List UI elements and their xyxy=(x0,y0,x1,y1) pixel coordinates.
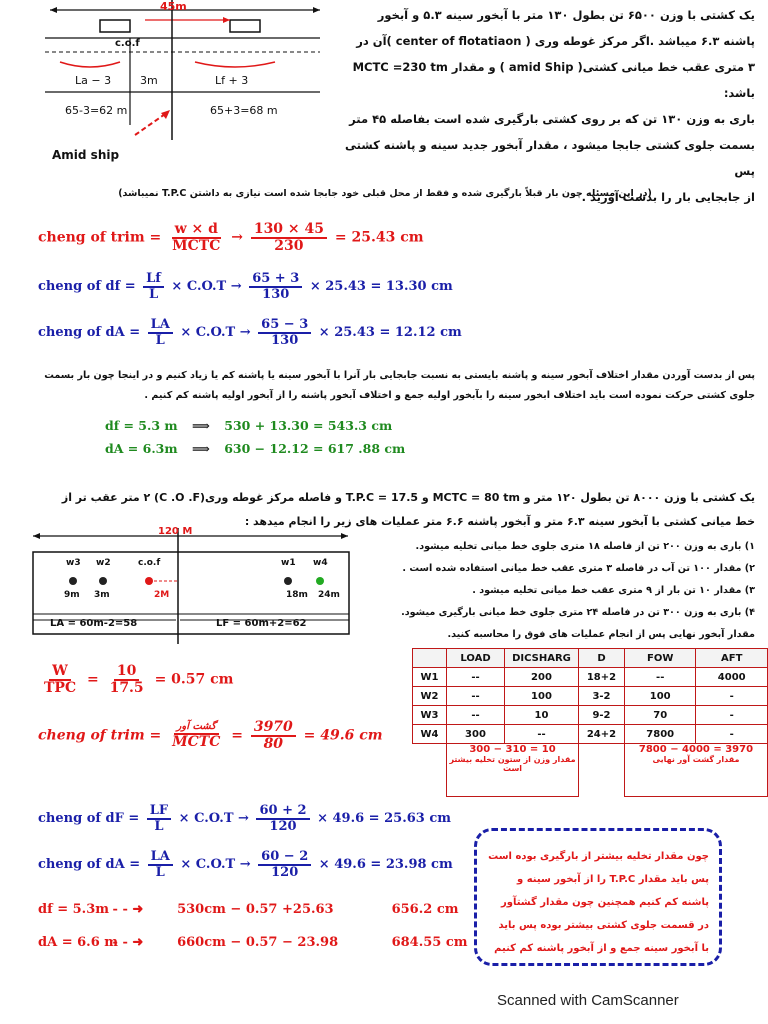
note-line: با آبخور سینه جمع و از آبخور پاشنه کم کنیم xyxy=(494,943,709,954)
eq-mid: × C.O.T → xyxy=(180,325,251,341)
scanner-watermark: Scanned with CamScanner xyxy=(497,992,679,1009)
eq-den: MCTC xyxy=(172,237,221,254)
problem2-line: یک کشتی با وزن ۸۰۰۰ تن بطول ۱۲۰ متر و MCTC = 80 tm و T.P.C = 17.5 و فاصله مرکز غوطه وری(C .O .F) ۲ متر عقب تر از xyxy=(61,491,755,504)
eq-den2: 130 xyxy=(271,332,299,348)
eq-mid: × C.O.T → xyxy=(180,857,251,873)
table-cell: W3 xyxy=(413,706,447,725)
cof-label: c.o.f xyxy=(138,558,161,568)
dashed-arrow-icon: - - ➜ xyxy=(112,902,144,917)
problem1-line: یک کشتی با وزن ۶۵۰۰ تن بطول ۱۳۰ متر با آبخور سینه ۵.۳ و آبخور xyxy=(377,8,755,22)
eq-den: L xyxy=(155,332,165,348)
lf-label: Lf + 3 xyxy=(215,74,249,87)
explanation-line: پس از بدست آوردن مقدار اختلاف آبخور سینه و پاشنه بایستی به نسبت جابجایی بار آنرا با آبخور سینه یا پاشنه کم یا زیاد کنیم و در اینجا چون بار بسمت xyxy=(44,370,755,381)
final-result: 684.55 cm xyxy=(391,935,468,950)
table-header-cell: D xyxy=(579,649,625,668)
eq-num: گشت آور xyxy=(174,722,219,735)
table-header-cell: LOAD xyxy=(447,649,505,668)
summary-right-cell xyxy=(624,744,767,797)
w1-distance: 18m xyxy=(286,590,308,600)
table-cell: - xyxy=(696,706,768,725)
table-cell: 24+2 xyxy=(579,725,625,744)
w2-label: w2 xyxy=(96,558,111,568)
problem1-diagram xyxy=(30,0,330,170)
operation-item: ۲) مقدار ۱۰۰ تن آب در فاصله ۳ متری عقب خط میانی استفاده شده است . xyxy=(402,563,755,574)
table-header-cell: DICSHARG xyxy=(504,649,578,668)
p1-trim-equation: cheng of trim = $\frac{w \times d}{\text{MCTC}}$ → $\frac{130 \times 45}{230}$ = 25.43 cm xyxy=(38,221,424,254)
table-cell: 7800 xyxy=(624,725,696,744)
table-cell: 70 xyxy=(624,706,696,725)
eq-den: TPC xyxy=(44,679,77,696)
final-value: 530cm − 0.57 +25.63 xyxy=(177,902,334,917)
eq-den2: 80 xyxy=(263,735,284,752)
cof-distance: 2M xyxy=(154,590,170,600)
problem1-statement xyxy=(335,2,755,210)
final-value: 630 − 12.12 = 617 .88 cm xyxy=(224,441,406,456)
eq-num2: 65 + 3 xyxy=(249,272,302,288)
w3-label: w3 xyxy=(66,558,81,568)
w1-label: w1 xyxy=(281,558,296,568)
note-line: پاشنه کم کنیم همچنین چون مقدار گشتآور xyxy=(500,897,709,908)
table-header-cell xyxy=(413,649,447,668)
final-label: dA = 6.3m xyxy=(105,441,178,456)
eq-lhs: cheng of dA = xyxy=(38,857,141,873)
explanation-note-box xyxy=(474,828,722,966)
eq-den: MCTC xyxy=(172,733,221,750)
eq-lhs: cheng of dF = xyxy=(38,811,140,827)
problem1-line: باری به وزن ۱۳۰ تن که بر روی کشتی بارگیری شده است بفاصله ۴۵ متر xyxy=(349,112,755,126)
note-line: چون مقدار تخلیه بیشتر از بارگیری بوده است xyxy=(488,851,709,862)
problem1-line: پاشنه ۶.۳ میباشد .اگر مرکز غوطه وری ( center of flotatiaon )آن در xyxy=(356,34,755,48)
right-calc: 65+3=68 m xyxy=(210,104,278,117)
final-label: df = 5.3m xyxy=(38,902,109,917)
table-summary-row xyxy=(413,744,768,797)
operations-table xyxy=(412,648,768,797)
eq-num: W xyxy=(49,664,71,681)
table-cell: W1 xyxy=(413,668,447,687)
eq-result: = 49.6 cm xyxy=(303,727,383,744)
table-cell: -- xyxy=(447,706,505,725)
table-row xyxy=(413,706,768,725)
eq-den: L xyxy=(154,818,164,834)
p2-final-df xyxy=(38,902,459,917)
eq-result: = 0.57 cm xyxy=(154,671,234,688)
summary-left: 300 − 310 = 10 xyxy=(469,744,556,755)
table-row xyxy=(413,725,768,744)
eq-lhs: cheng of df = xyxy=(38,279,136,295)
summary-left-note: مقدار وزن از ستون تخلیه بیشتر است xyxy=(449,755,576,773)
table-header-row xyxy=(413,649,768,668)
final-value: 530 + 13.30 = 543.3 cm xyxy=(224,418,393,433)
p2-trim-equation: cheng of trim = $\frac{\text{گشت آور}}{\text{MCTC}}$ = $\frac{3970}{80}$ = 49.6 cm xyxy=(38,719,383,752)
final-label: df = 5.3 m xyxy=(105,418,178,433)
problem1-explanation xyxy=(30,366,755,406)
p2-df-equation xyxy=(38,804,451,833)
note-line: در قسمت جلوی کشتی بیشتر بوده پس باید xyxy=(498,920,709,931)
w3-distance: 9m xyxy=(64,590,80,600)
table-cell: W2 xyxy=(413,687,447,706)
final-value: 660cm − 0.57 − 23.98 xyxy=(177,935,339,950)
table-cell: 300 xyxy=(447,725,505,744)
w2-distance: 3m xyxy=(94,590,110,600)
eq-den2: 17.5 xyxy=(109,679,144,696)
table-cell: - xyxy=(696,725,768,744)
la-label: LA = 60m-2=58 xyxy=(50,618,138,629)
table-cell: -- xyxy=(447,668,505,687)
explanation-line: جلوی کشتی حرکت نموده است باید اختلاف ابخور سینه را بآبخور اولیه جمع و اختلاف آبخور پاشنه را از آبخور اولیه پاشنه کم کنیم . xyxy=(144,390,755,401)
note-line: پس باید مقدار T.P.C را از آبخور سینه و xyxy=(517,874,709,885)
final-label: dA = 6.6 m xyxy=(38,935,119,950)
table-cell: 9-2 xyxy=(579,706,625,725)
problem1-note: (در این مسئله چون بار قبلاً بارگیری شده و فقط از محل قبلی خود جابجا شده است نیازی به داشتن T.P.C نمیباشد) xyxy=(118,188,652,199)
eq-num: LA xyxy=(148,850,173,866)
problem2-diagram xyxy=(28,526,358,646)
table-cell: 3-2 xyxy=(579,687,625,706)
eq-num2: 65 − 3 xyxy=(258,318,311,334)
gap-label: 3m xyxy=(140,74,158,87)
operation-item: مقدار آبخور نهایی پس از انجام عملیات های فوق را محاسبه کنید. xyxy=(447,629,755,640)
table-cell: -- xyxy=(447,687,505,706)
table-row xyxy=(413,687,768,706)
table-cell: -- xyxy=(504,725,578,744)
table-row xyxy=(413,668,768,687)
eq-den2: 130 xyxy=(262,286,290,302)
eq-num2: 3970 xyxy=(251,720,296,737)
summary-right-note: مقدار گشت آور نهایی xyxy=(652,755,740,764)
eq-mid: × C.O.T → xyxy=(171,279,242,295)
eq-den2: 120 xyxy=(271,864,299,880)
eq-result: × 25.43 = 12.12 cm xyxy=(318,325,462,341)
eq-num: Lf xyxy=(143,272,164,288)
eq-den: L xyxy=(148,286,159,302)
w4-label: w4 xyxy=(313,558,328,568)
eq-result: × 25.43 = 13.30 cm xyxy=(309,279,453,295)
eq-num2: 130 × 45 xyxy=(251,222,327,239)
eq-num2: 10 xyxy=(114,664,139,681)
eq-result: × 49.6 = 25.63 cm xyxy=(317,811,452,827)
problem1-line: ۳ متری عقب خط میانی کشتی( amid Ship ) و مقدار MCTC =230 tm باشد: xyxy=(352,60,755,100)
lf-label: LF = 60m+2=62 xyxy=(216,618,307,629)
final-result: 656.2 cm xyxy=(391,902,459,917)
operation-item: ۳) مقدار ۱۰ تن بار از ۹ متری عقب خط میانی تخلیه میشود . xyxy=(472,585,755,596)
operation-item: ۱) باری به وزن ۲۰۰ تن از فاصله ۱۸ متری جلوی خط میانی تخلیه میشود. xyxy=(415,541,755,552)
eq-lhs: cheng of trim = xyxy=(38,229,162,246)
eq-lhs: cheng of dA = xyxy=(38,325,141,341)
p1-df-equation xyxy=(38,272,453,301)
p2-tpc-equation: $\frac{W}{\text{TPC}}$ = $\frac{10}{17.5}$ = 0.57 cm xyxy=(38,664,233,695)
eq-den2: 230 xyxy=(274,237,304,254)
operation-item: ۴) باری به وزن ۳۰۰ تن در فاصله ۲۴ متری جلوی خط میانی بارگیری میشود. xyxy=(401,607,755,618)
length-label: 120 M xyxy=(158,526,193,537)
left-calc: 65-3=62 m xyxy=(65,104,128,117)
cof-label: c.o.f xyxy=(115,38,140,49)
problem2-line: خط میانی کشتی با آبخور سینه ۶.۳ متر و آبخور پاشنه ۶.۶ متر عملیات های زیر را انجام میدهد : xyxy=(244,515,755,528)
distance-label: 45m xyxy=(160,0,187,13)
summary-right: 7800 − 4000 = 3970 xyxy=(638,744,754,755)
eq-num2: 60 + 2 xyxy=(256,804,309,820)
eq-den: L xyxy=(155,864,165,880)
eq-mid: × C.O.T → xyxy=(178,811,249,827)
problem1-line: از جابجایی بار را بدست آورید . xyxy=(581,190,755,204)
eq-den2: 120 xyxy=(269,818,297,834)
table-cell: 10 xyxy=(504,706,578,725)
table-header-cell: FOW xyxy=(624,649,696,668)
table-cell: 200 xyxy=(504,668,578,687)
summary-left-cell xyxy=(447,744,579,797)
p1-final-df xyxy=(105,418,392,433)
table-cell: - xyxy=(696,687,768,706)
double-arrow-icon: ⟹ xyxy=(191,441,210,456)
eq-num: w × d xyxy=(172,222,221,239)
eq-result: × 49.6 = 23.98 cm xyxy=(318,857,453,873)
eq-num2: 60 − 2 xyxy=(258,850,311,866)
table-header-cell: AFT xyxy=(696,649,768,668)
eq-result: = 25.43 cm xyxy=(334,229,424,246)
table-cell: 100 xyxy=(624,687,696,706)
problem2-operations xyxy=(365,536,755,646)
eq-num: LA xyxy=(148,318,173,334)
dashed-arrow-icon: - - ➜ xyxy=(112,935,144,950)
problem1-line: بسمت جلوی کشتی جابجا میشود ، مقدار آبخور جدید سینه و پاشنه کشتی پس xyxy=(345,138,755,178)
table-cell: 18+2 xyxy=(579,668,625,687)
table-cell: W4 xyxy=(413,725,447,744)
eq-lhs: cheng of trim = xyxy=(38,727,162,744)
table-cell: -- xyxy=(624,668,696,687)
eq-num: LF xyxy=(147,804,171,820)
p1-final-da xyxy=(105,441,405,456)
w4-distance: 24m xyxy=(318,590,340,600)
table-cell: 100 xyxy=(504,687,578,706)
p1-da-equation xyxy=(38,318,462,347)
double-arrow-icon: ⟹ xyxy=(191,418,210,433)
p2-final-da xyxy=(38,935,468,950)
la-label: La − 3 xyxy=(75,74,112,87)
amidship-label: Amid ship xyxy=(52,148,120,162)
table-cell: 4000 xyxy=(696,668,768,687)
p2-da-equation xyxy=(38,850,453,879)
